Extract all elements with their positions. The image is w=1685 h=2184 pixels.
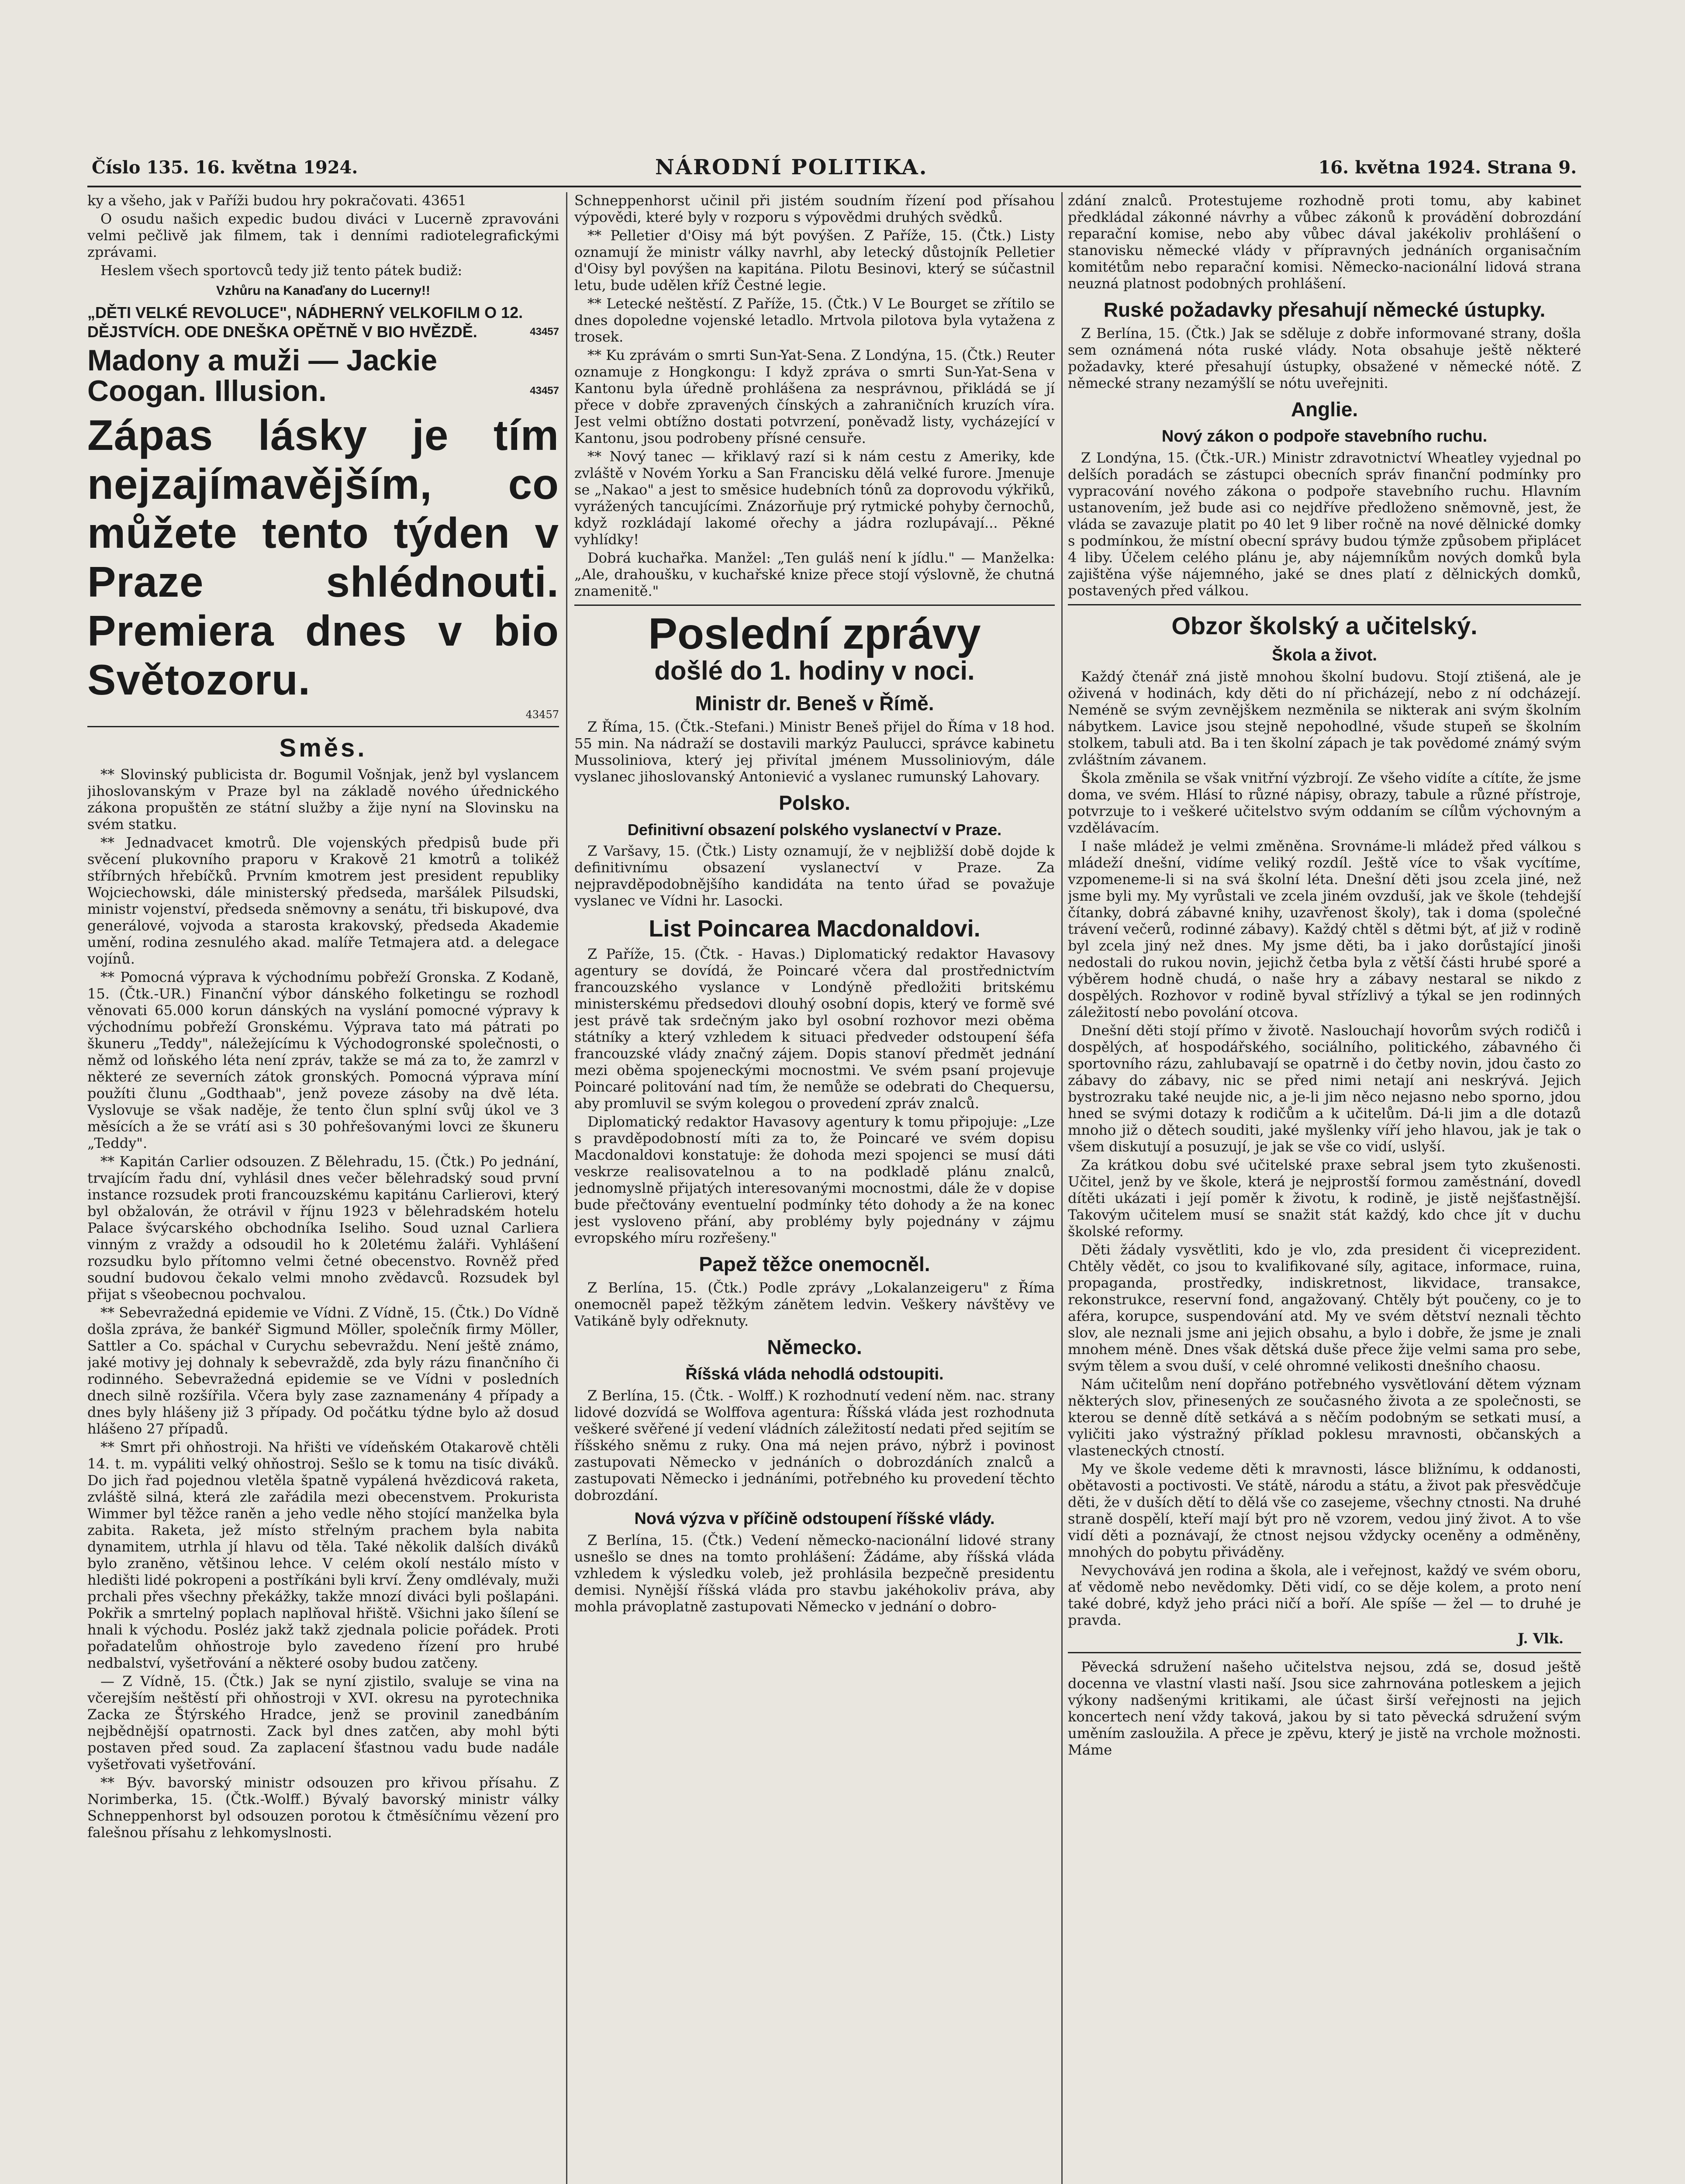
article-text: Heslem všech sportovců tedy již tento pátek budiž: [100, 262, 463, 279]
header-issue: Číslo 135. 16. května 1924. [92, 157, 358, 178]
article-text: ** Pelletier d'Oisy má být povýšen. Z Paříže, 15. (Čtk.) Listy oznamují že ministr války navrhl, aby letecký důstojník Pelletier d'Oisy byl povýšen na kapitána. Pilotu Besinovi, který se súčastnil letu, bude udělen kříž Čestné legie. [574, 227, 1055, 294]
header-date-page: 16. května 1924. Strana 9. [1318, 157, 1577, 178]
article-text: Diplomatický redaktor Havasovy agentury k tomu připojuje: „Lze s pravděpodobností míti za to, že Poincaré ve svém dopisu Macdonaldovi konstatuje: že dohoda mezi spojenci se musí dáti veskrze realisovatelnou a to na podkladě plánu znalců, jednomyslně přijatých interesovanými mocnostmi, dále že v dopise bude přečtovány eventuelní podmínky této dohody a že na konec jest vysloveno přání, aby problémy byly pojednány v zájmu evropského míru rozřešeny." [574, 1113, 1055, 1246]
article-text: O osudu našich expedic budou diváci v Lucerně zpravováni velmi pečlivě jak filmem, tak i denními radiotelegrafickými zprávami. [87, 211, 559, 260]
divider [1068, 1652, 1581, 1653]
headline: Ministr dr. Beneš v Římě. [695, 692, 934, 715]
article-text: ** Kapitán Carlier odsouzen. Z Bělehradu, 15. (Čtk.) Po jednání, trvajícím řadu dní, vyhlásil dnes večer bělehradský soud první instance rozsudek proti francouzskému kapitánu Carlierovi, který byl obžalován, že otrávil v říjnu 1923 v bělehradském hotelu Palace švýcarského obchodníka Iseliho. Soud uznal Carliera vinným z vraždy a odsoudil ho k 20letému žaláři. Vyhlášení rozsudku bylo přítomno velmi četné obecenstvo. Rovněž před soudní budovou čekalo velmi mnoho zvědavců. Rozsudek byl přijat s všeobecnou pochvalou. [87, 1153, 559, 1303]
section-heading: Obzor školský a učitelský. [1171, 612, 1478, 639]
article-text: ** Letecké neštěstí. Z Paříže, 15. (Čtk.) V Le Bourget se zřítilo se dnes dopoledne vojenské letadlo. Mrtvola pilotova byla vytažena z trosek. [574, 295, 1055, 345]
article-text: ** Sebevražedná epidemie ve Vídni. Z Vídně, 15. (Čtk.) Do Vídně došla zpráva, že bankéř Sigmund Möller, společník firmy Möller, Sattler a Co. spáchal v Curychu sebevraždu. Není ještě známo, jaké motivy jej dohnaly k sebevraždě, zda byly rázu finančního či rodinného. Sebevražedná epidemie se ve Vídni v posledních dnech silně rozšířila. Včera byly zase zaznamenány 4 případy a dnes byly hlášeny již 3 případy. Od počátku týdne bylo až dosud hlášeno 27 případů. [87, 1304, 559, 1437]
ad-madony [87, 345, 559, 406]
column-rule [566, 192, 567, 2184]
article-text: I naše mládež je velmi změněna. Srovnáme-li mládež před válkou s mládeží dnešní, vidíme veliký rozdíl. Ještě více to však vycítíme, vzpomeneme-li si na svá školní léta. Dnešní děti jsou zcela jiné, než jsme byli my. My vyrůstali ve zcela jiném ovzduší, jak ve škole (tehdejší čítanky, dobrá zábavné knihy, uzavřenost školy), tak i doma (společné trávení večerů, rodinné zábavy). Každý chtěl s dětmi být, ať již v rodině byl zcela jiný než dnes. My jsme děti, ba i jako dorůstající jinoši nedostali do rukou novin, jejichž četba byla z větší části hrubé sporé a výběrem hodně chudá, o naše hry a zábavy nestaral se nikdo z dospělých. Rozhovor v rodině byval střízlivý a týkal se jen rodinných záležitostí nebo povolání otcova. [1068, 838, 1581, 1020]
article-text: Děti žádaly vysvětliti, kdo je vlo, zda president či viceprezident. Chtěly vědět, co jsou to kvalifikované síly, agitace, informace, ruina, propaganda, prostředky, indiskretnost, likvidace, transakce, rekonstrukce, reservní fond, angažovaný. Chtěly být poučeny, co je to aféra, korupce, suspendování atd. My ve svém dětství neznali těchto slov, ale neznali jsme ani jejich obsahu, a bylo i dobře, že jsme je znali mnohem méně. Dnes však dětská duše přece žije velmi sama pro sebe, svým tělem a svou duší, v celé ohromné velikosti dnešního chaosu. [1068, 1241, 1581, 1374]
headline: Ruské požadavky přesahují německé ústupky. [1103, 298, 1546, 321]
column-3 [1068, 192, 1581, 2184]
article-text: ** Smrt při ohňostroji. Na hřišti ve vídeňském Otakarově chtěli 14. t. m. vypáliti velký ohňostroj. Sešlo se k tomu na tisíc diváků. Do jich řad pojednou vletěla špatně vypálená hvězdicová raketa, zvláště silná, která zle zařádila mezi obecenstvem. Prokurista Wimmer byl těžce raněn a jeho vedle něho stojící manželka byla zabita. Raketa, jež místo střelným prachem byla nabita dynamitem, utrhla jí hlavu od těla. Také několik dalších diváků bylo zraněno, většinou lehce. V celém okolí nestálo místo v hledišti lidé pokropeni a postříkáni byli krví. Ženy omdlévaly, muži prchali přes všechny překážky, takže mnozí diváci byli pošlapáni. Pokřik a smrtelný poplach naplňoval hřiště. Všichni jako šílení se hnali k východu. Posléz jakž takž zjednala policie pořádek. Proti pořadatelům ohňostroje bylo zavedeno řízení pro hrubé nedbalství, vyšetřování a některé osoby budou zatčeny. [87, 1439, 559, 1671]
article-text: — Z Vídně, 15. (Čtk.) Jak se nyní zjistilo, svaluje se vina na včerejším neštěstí při ohňostroji v XVI. okresu na pyrotechnika Zacka ze Štýrského Hradce, jenž se provinil zanedbáním nejbědnější opatrnosti. Zack byl dnes zatčen, aby mohl býti postaven před soud. Za zaplacení šťastnou vadu bude nadále vyšetřovati vyšetřování. [87, 1673, 559, 1773]
subheadline: Říšská vláda nehodlá odstoupiti. [685, 1365, 944, 1383]
section-heading: Směs. [279, 734, 367, 762]
ad-svetozor: Zápas lásky je tím nejzajímavějším, co můžete tento týden v Praze shlédnouti. Premiera dnes v bio Světozoru. [87, 411, 559, 704]
subheadline: Nový zákon o podpoře stavebního ruchu. [1161, 427, 1488, 446]
late-news-title: Poslední zprávy [648, 609, 981, 658]
article-text: Dnešní děti stojí přímo v životě. Naslouchají hovorům svých rodičů i dospělých, ať hospodářského, sociálního, politického, zábavného či sportovního rázu, zahlubavají se opatrně i do četby novin, jdou často zo zábavy do zábavy, nic se před nimi netají ani neskrývá. Jejich bystrozraku také neujde nic, a je-li jim něco nejasno nebo sporno, jdou hned se svými dotazy k rodičům a k učitelům. Dá-li jim a dle dotazů mnoho již o dětech souditi, jaké myšlenky víří jeho hlavou, jak je tak o všem diskutují a posuzují, je jak se vše co vidí, uslyší. [1068, 1022, 1581, 1155]
article-text: Každý čtenář zná jistě mnohou školní budovu. Stojí ztišená, ale je oživená v hodinách, kdy děti do ní přicházejí, nebo z ní odcházejí. Neméně se svým zevnějškem nezměnila se nikterak ani svým školním nábytkem. Lavice jsou stejně nepohodlné, všude stupeň se školním stolkem, tabuli atd. Ba i ten školní zápach je tak povědomé známý svým zvláštním závanem. [1068, 668, 1581, 768]
header-rule [87, 186, 1581, 187]
ad-code: 43457 [525, 708, 559, 721]
article-text: Za krátkou dobu své učitelské praxe sebral jsem tyto zkušenosti. Učitel, jenž by ve škole, která je nejprostší formou zaměstnání, dovedl dítěti ukázati i její poměr k životu, k rodině, je jistě nejšťastnější. Takovým učitelem musí se snažit stát každý, kdo chce jít v duchu školské reformy. [1068, 1157, 1581, 1240]
article-text: Nám učitelům není dopřáno potřebného vysvětlování dětem význam některých slov, přinesených ze současného života a ze společnosti, se kterou se denně dítě setkává a s něčím podobným se setkati musí, a vyličiti jako výstražný příklad poklesu mravnosti, občanských a vlasteneckých ctností. [1068, 1376, 1581, 1459]
article-text: ** Býv. bavorský ministr odsouzen pro křivou přísahu. Z Norimberka, 15. (Čtk.-Wolff.) Bývalý bavorský ministr války Schneppenhorst byl odsouzen porotou k čtměsíčnímu vězení pro falešnou přísahu z lehkomyslnosti. [87, 1774, 559, 1841]
author-signature: J. Vlk. [1517, 1630, 1564, 1647]
article-text: Škola změnila se však vnitřní výzbrojí. Ze všeho vidíte a cítíte, že jsme doma, ve svém. Hlásí to různé nápisy, obrazy, tabule a různé přístroje, potvrzuje to i veškeré učitelstvo svým oddaním se cílům výchovným a vzdělávacím. [1068, 770, 1581, 836]
headline: Papež těžce onemocněl. [699, 1253, 930, 1275]
ad-film-text: „DĚTI VELKÉ REVOLUCE", NÁDHERNÝ VELKOFILM O 12. DĚJSTVÍCH. ODE DNEŠKA OPĚTNĚ V BIO HVĚZDĚ. [87, 304, 523, 341]
ad-code: 43457 [530, 385, 559, 397]
headline: Polsko. [779, 791, 850, 814]
masthead: NÁRODNÍ POLITIKA. [655, 155, 928, 180]
ad-code: 43457 [530, 326, 559, 338]
subheadline: Definitivní obsazení polského vyslanectví v Praze. [627, 821, 1002, 839]
article-text: ky a všeho, jak v Paříži budou hry pokračovati. 43651 [87, 192, 467, 209]
article-text: Z Paříže, 15. (Čtk. - Havas.) Diplomatický redaktor Havasovy agentury se dovídá, že Poincaré včera dal prostřednictvím francouzského vyslance v Londýně předložiti britskému ministerskému předsedovi dlouhý osobní dopis, který ve formě své jest právě tak srdečným jako byl osobní rozhovor mezi oběma státníky a který vzhledem k situaci předveder odstoupení šéfa francouzské vlády značný zájem. Dopis stanoví předmět jednání mezi oběma spojeneckými mocnostmi. Ve svém psaní projevuje Poincaré politování nad tím, že nemůže se odebrati do Chequersu, aby promluvil se svým kolegou o provedení zpráv znalců. [574, 946, 1055, 1112]
subheadline: Nová výzva v příčině odstoupení říšské vlády. [634, 1510, 995, 1528]
late-news-subtitle: došlé do 1. hodiny v noci. [654, 656, 975, 685]
headline: Německo. [767, 1336, 862, 1358]
headline: Anglie. [1291, 398, 1358, 421]
divider [87, 726, 559, 727]
divider [574, 605, 1055, 606]
column-1 [87, 192, 559, 2184]
column-2 [574, 192, 1055, 2184]
article-text: My ve škole vedeme děti k mravnosti, lásce bližnímu, k oddanosti, obětavosti a poctivosti. Ve státě, národu a státu, a život pak přesvědčuje děti, že v duších dětí to dělá vše co zasejeme, všechny ctnosti. Na druhé straně dospělí, kteří mají být pro ně vzorem, vedou jiný život. A to vše vidí děti a poznávají, že ctnost nejsou vždycky oceněny a odměněny, mnohých do pobytu přiváděny. [1068, 1461, 1581, 1560]
article-text: ** Nový tanec — křiklavý razí si k nám cestu z Ameriky, kde zvláště v Novém Yorku a San Francisku dělá velké furore. Jmenuje se „Nakao" a jest to směsice hudebních tónů za doprovodu výkřiků, vyrážených tancujícími. Znázorňuje prý rytmické pohyby černochů, když rozkládají lakomé ořechy a jádra rozlupávají... Pěkné vyhlídky! [574, 448, 1055, 548]
article-text: Z Londýna, 15. (Čtk.-UR.) Ministr zdravotnictví Wheatley vyjednal po delších poradách se zástupci obecních správ finanční podmínky pro vypracování nového zákona o podpoře stavebního ruchu. Hlavním ustanovením, jež bude asi co nejdříve předloženo sněmovně, jest, že vláda se zavazuje platit po 40 let 9 liber ročně na nové dělnické domky s podmínkou, že místní obecní správy budou týmže způsobem připlácet 4 liby. Účelem celého plánu je, aby nájemníkům nových domků byla zajištěna výše nájemného, jaké se dnes platí z dělnických domků, postavených před válkou. [1068, 449, 1581, 599]
article-text: Nevychovává jen rodina a škola, ale i veřejnost, každý ve svém oboru, ať vědomě nebo nevědomky. Děti vidí, co se děje kolem, a proto není také dobré, když jeho práci ničí a boří. Ale spíše — žel — to druhé je pravda. [1068, 1562, 1581, 1628]
subheadline: Škola a život. [1272, 646, 1377, 664]
article-text: Schneppenhorst učinil při jistém soudním řízení pod přísahou výpovědi, které byly v rozporu s výpovědmi druhých svědků. [574, 192, 1055, 225]
headline: List Poincarea Macdonaldovi. [649, 916, 981, 942]
article-text: Pěvecká sdružení našeho učitelstva nejsou, zdá se, dosud ještě docenna ve vlastní vlasti naší. Jsou sice zahrnována potleskem a jejich výkony nadšenými kritikami, ale účast širší veřejnosti na jejich koncertech není vždy taková, jakou by si tato pěvecká sdružení svým uměním zasloužila. A přece je zpěvu, který je jistě na vrchole možnosti. Máme [1068, 1659, 1581, 1758]
divider [1068, 604, 1581, 605]
article-text: Z Říma, 15. (Čtk.-Stefani.) Ministr Beneš přijel do Říma v 18 hod. 55 min. Na nádraží se dostavili markýz Paulucci, správce kabinetu Mussoliniova, který jej přivítal jménem Mussoliniovým, dále vyslanec jihoslovanský Antoniević a vyslanec rumunský Lahovary. [574, 719, 1055, 785]
article-text: ** Slovinský publicista dr. Bogumil Vošnjak, jenž byl vyslancem jihoslovanským v Praze byl na základě nového úřednického zákona propuštěn ze státní služby a žije nyní na Slovinsku na svém statku. [87, 766, 559, 833]
article-text: Z Berlína, 15. (Čtk.) Jak se sděluje z dobře informované strany, došla sem oznámená nóta ruské vlády. Nota obsahuje ještě některé požadavky, které přesahují ústupky, obsažené v německé nótě. Z německé strany nezamýšlí se nótu uveřejniti. [1068, 325, 1581, 391]
article-text: Z Berlína, 15. (Čtk. - Wolff.) K rozhodnutí vedení něm. nac. strany lidové dozvídá se Wolffova agentura: Říšská vláda jest rozhodnuta veškeré svěřené jí vedení vládních záležitostí nedati před sejitím se říšského sněmu z ruky. Ona má nejen právo, nýbrž i povinost zastupovati Německo v jednáních o dobrozdáních znalců a zastupovati Německo i jednáními, potřebného ku provedení těchto dobrozdání. [574, 1387, 1055, 1503]
article-text: zdání znalců. Protestujeme rozhodně proti tomu, aby kabinet předkládal zákonné návrhy a vůbec zákonů k provádění dobrozdání reparační komise, nebo aby vůbec dával jakékoliv prohlášení o stanovisku německé vlády v přípravných jednáních organisačním komitétům nebo reparační komisi. Německo-nacionální lidová strana neuzná platnost podobných prohlášení. [1068, 192, 1581, 292]
ad-line: Vzhůru na Kanaďany do Lucerny!! [216, 283, 430, 298]
ad-film [87, 303, 559, 342]
ad-madony-text: Madony a muži — Jackie Coogan. Illusion. [87, 344, 438, 408]
column-rule [1061, 192, 1063, 2184]
article-text: Dobrá kuchařka. Manžel: „Ten guláš není k jídlu." — Manželka: „Ale, drahoušku, v kuchařské knize přece stojí výslovně, že chutná znamenitě." [574, 549, 1055, 599]
article-text: Z Varšavy, 15. (Čtk.) Listy oznamují, že v nejbližší době dojde k definitivnímu obsazení vyslanectví v Praze. Za nejpravděpodobnějšího kandidáta na tento úřad se považuje vyslanec ve Vídni hr. Lasocki. [574, 843, 1055, 909]
article-text: ** Ku zprávám o smrti Sun-Yat-Sena. Z Londýna, 15. (Čtk.) Reuter oznamuje z Hongkongu: I když zpráva o smrti Sun-Yat-Sena v Kantonu byla úředně prohlášena za nesprávnou, přikládá se jí přece v dobře zpravených čínských a zahraničních kruzích víra. Jest velmi obtížno dostati potvrzení, poněvadž listy, vycházející v Kantonu, jsou podrobeny přísné censuře. [574, 347, 1055, 446]
article-text: Z Berlína, 15. (Čtk.) Vedení německo-nacionální lidové strany usnešlo se dnes na tomto prohlášení: Žádáme, aby říšská vláda vzhledem k výsledku voleb, jež prohlásila bezpečně presidentu demisi. Nynější říšská vláda pro stavbu jakéhokoliv práva, aby mohla právoplatně zastupovati Německo v jednání o dobro- [574, 1532, 1055, 1615]
page-header [92, 153, 1577, 183]
article-text: ** Jednadvacet kmotrů. Dle vojenských předpisů bude při svěcení plukovního praporu v Krakově 21 kmotrů a tolikéž stříbrných hřebíčků. Prvním kmotrem jest president republiky Wojciechowski, dále ministerský předseda, maršálek Pilsudski, ministr vojenství, předseda sněmovny a senátu, tři biskupové, dva generálové, vojvoda a starosta krakovský, předseda Akademie umění, rodina zesnulého akad. malíře Tetmajera atd. a delegace vojínů. [87, 834, 559, 967]
article-text: ** Pomocná výprava k východnímu pobřeží Gronska. Z Kodaně, 15. (Čtk.-UR.) Finanční výbor dánského folketingu se rozhodl věnovati 65.000 korun dánských na vyslání pomocné výpravy k východnímu pobřeží Gronskému. Výprava tato má pátrati po škuneru „Teddy", náležejícímu k Východogronské společnosti, o němž od loňského léta není zpráv, takže se má za to, že zamrzl v některé ze severních zátok gronských. Pomocná výprava míní použíti člunu „Godthaab", jenž poveze zásoby na dvě léta. Vyslovuje se však naděje, že tento člun splní svůj úkol ve 3 měsících a že se vrátí asi s 30 pohřešovanými lovci ze škuneru „Teddy". [87, 969, 559, 1151]
article-text: Z Berlína, 15. (Čtk.) Podle zprávy „Lokalanzeigeru" z Říma onemocněl papež těžkým zánětem ledvin. Veškery návštěvy ve Vatikáně byly odřeknuty. [574, 1279, 1055, 1329]
